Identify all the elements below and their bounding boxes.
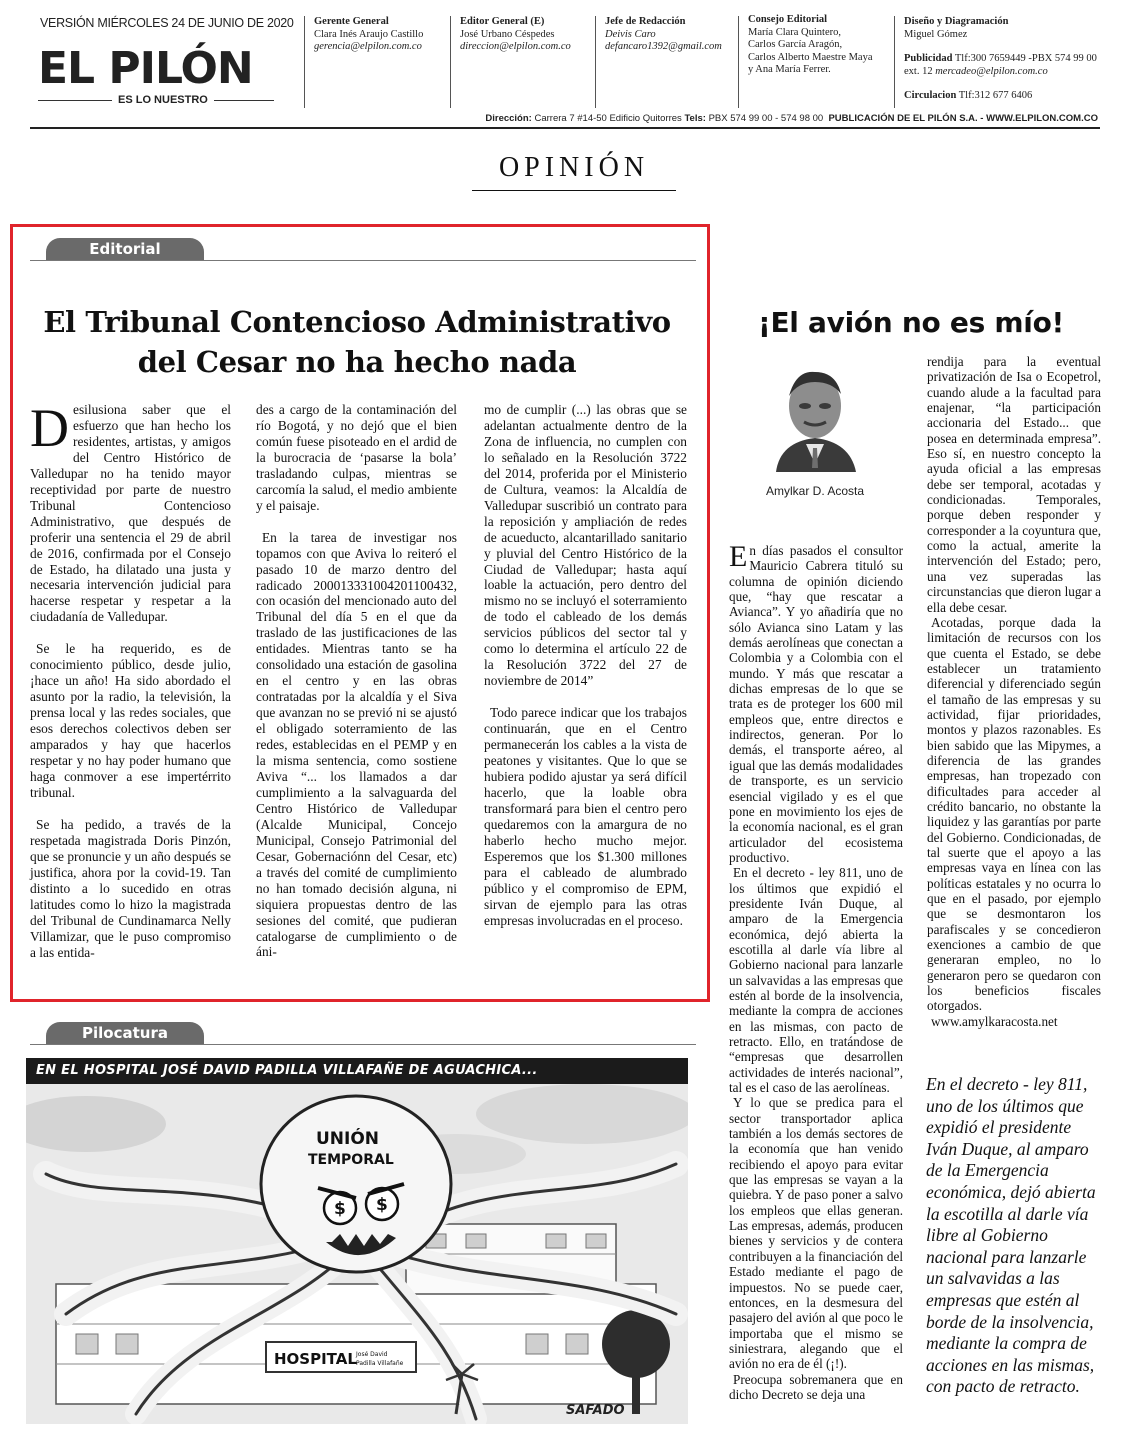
pilocatura-rule [30,1044,696,1045]
staff-role: Consejo Editorial [748,14,828,25]
publisher-line[interactable]: PUBLICACIÓN DE EL PILÓN S.A. - WWW.ELPILON.COM.CO [828,113,1098,124]
dollar-eye-right: $ [376,1195,388,1215]
edition-date: VERSIÓN MIÉRCOLES 24 DE JUNIO DE 2020 [40,16,294,30]
editorial-paragraph: Se ha pedido, a través de la respetada magistrada Doris Pinzón, que se pronuncie y un año después se justifica, ahora por la covid-19. Tan distinto a lo sucedido en otras latitudes como lo hizo la magistrada del Tribunal de Cundinamarca Nelly Villamizar, que le puso compromiso a las entida- [30,816,231,960]
staff-editorial-board [748,14,873,77]
section-title: OPINIÓN [498,152,650,183]
staff-line: María Clara Quintero, [748,26,842,38]
staff-design [904,16,1008,41]
staff-email[interactable]: direccion@elpilon.com.co [460,41,571,52]
editorial-paragraph: Se le ha requerido, es de conocimiento público, desde julio, ¡hace un año! Ha sido abordado el asunto por la radio, la televisión, la prensa local y las redes sociales, que esos derechos colectivos deben ser amparados y hay que hacerlos respetar y no hay poder humano que haga conmover a ese impertérrito tribunal. [30,641,231,800]
dollar-eye-left: $ [334,1199,346,1219]
editorial-column-2 [256,402,457,976]
editorial-paragraph: mo de cumplir (...) las obras que se adelantan actualmente dentro de la Zona de influencia, no cumplen con lo señalado en la Resolución 3722 del 2014, proferida por el Ministerio de Cultura, veamos: la Alcaldía de Valledupar suscribió un contrato para la reposición y ampliación de redes de acueducto, alcantarillado sanitario y pluvial del Centro Histórico de la Ciudad de Valledupar; hasta aquí loable la actuación, pero dentro del mismo no se incluyó el soterramiento de todo el cableado de los demás servicios públicos del sector tal y como lo determina el artículo 22 de la Resolución 3722 del 27 de noviembre de 2014” [484,402,687,689]
circulation-label: Circulacion [904,90,957,101]
author-portrait [766,360,864,472]
editorial-paragraph: Todo parece indicar que los trabajos continuarán, que en el Centro permanecerán los cables a la vista de peatones y visitantes. Que lo que se hubiera podido ajustar ya será difícil hacerlo, que la loable obra transformará para bien el centro pero quedaremos con la amargura de no haberlo hecho mucho mejor. Esperemos que los $1.300 millones para el cableado de alumbrado público y el compromiso de EPM, sirvan de ejemplo para las otras empresas involucradas en el proceso. [484,705,687,928]
author-name: Amylkar D. Acosta [765,484,865,498]
editorial-column-1 [30,398,231,976]
opinion-column-2 [927,354,1101,1029]
advertising-email[interactable]: mercadeo@elpilon.com.co [935,66,1048,77]
tels-value: PBX 574 99 00 - 574 98 00 [708,113,824,124]
staff-role: Jefe de Redacción [605,16,686,27]
hospital-sign-text: HOSPITAL [274,1350,357,1368]
editorial-paragraph: des a cargo de la contaminación del río Bogotá, y no dejó que el bien común fuese pisoteado en el ardid de la burocracia de ‘pasarse la bola’ trasladando culpas, mientras se carcomía la salud, el medio ambiente y el paisaje. [256,402,457,513]
cartoon-banner: EN EL HOSPITAL JOSÉ DAVID PADILLA VILLAFAÑE DE AGUACHICA... [26,1058,688,1084]
staff-chief-editor [605,16,722,54]
octopus-label: TEMPORAL [308,1152,394,1168]
address-line [485,113,1098,124]
editorial-column-3 [484,402,687,945]
staff-divider [738,16,739,108]
opinion-paragraph: n días pasados el consultor Mauricio Cabrera tituló su columna de opinión diciendo que, “hay que rescatar a Avianca”. Y yo añadiría que no sólo Avianca sino Latam y las demás aerolíneas que conectan a Colombia y a Colombia con el mundo. Y más que rescatar a dichas empresas de lo que se trata es de proteger los 600 mil empleos que, entre directos e indirectos, generan. Por lo demás, el transporte aéreo, al igual que las demás modalidades de transporte, es un servicio esencial vigilado y es el que pone en movimiento los ejes de la economía nacional, es el gran articulador del ecosistema productivo. [729,543,903,865]
staff-email[interactable]: defancaro1392@gmail.com [605,41,722,52]
editorial-paragraph: En la tarea de investigar nos topamos con que Aviva lo reiteró el pasado 10 de marzo dentro del radicado 20001333100420110043​2, con ocasión del mencionado auto del Tribunal del día 5 en el que da traslado de las justificaciones de las entidades. Mientras tanto se ha consolidado una estación de gasolina en el centro y en las obras contratadas por la alcaldía y el Siva que avanzan no se previó ni se ajustó el obligado soterramiento de las redes, establecidas en el PEMP y en la misma sentencia, como sostiene Aviva “... los llamados a dar cumplimiento a la salvaguarda del Centro Histórico de Valledupar (Alcalde Municipal, Concejo Municipal, Consejo Patrimonial del Cesar, Gobernaciónn del Cesar, etc) a través del comité de cumplimiento no han tomado decisión alguna, ni siquiera propuestas dentro de las sesiones del comité, que pudieran catalogarse de cumplimiento o de áni- [256,529,457,960]
opinion-paragraph: rendija para la eventual privatización de Isa o Ecopetrol, cuando alude a la facultad para enajenar, “la participación accionaria del Estado... que posea en determinada empresa”. Eso sí, en nuestro concepto la ayuda oficial a las empresas debe ser temporal, acotadas y condicionadas. Temporales, porque deben responder y corresponder a la coyuntura que, como la actual, amerite la intervención del Estado; pero, una vez superadas las circunstancias que dieron lugar a ella debe cesar. [927,354,1101,615]
hospital-sign-small: José David [356,1351,388,1358]
section-underline [472,190,676,191]
opinion-paragraph: Acotadas, porque dada la limitación de recursos con los que cuenta el Estado, se debe establecer un tratamiento diferencial y diferenciado según el tamaño de las empresas y su actividad, fijar prioridades, montos y plazos razonables. Es bien sabido que las Mipymes, a diferencia de las grandes empresas, han tropezado con dificultades para acceder al crédito bancario, no obstante la liquidez y las garantías por parte del Gobierno. Condicionadas, de tal suerte que el apoyo a las empresas vaya en línea con las políticas estatales y no ocurra lo que en el pasado, por ejemplo que se desmontaron los parafiscales y se concedieron exenciones a cambio de que generaran empleo, no lo generaron pero se quedaron con los beneficios fiscales otorgados. [927,614,1101,1014]
pull-quote: En el decreto - ley 811, uno de los últimos que expidió el presidente Iván Duque, al amparo de la Emergencia económica, dejó abierta la escotilla al darle vía libre al Gobierno nacional para lanzarle un salvavidas a las empresas que estén al borde de la insolvencia, mediante la compra de acciones en las mismas, con pacto de retracto. [926,1074,1096,1397]
advertising-ext: ext. 12 [904,66,933,77]
staff-general-manager [314,16,423,54]
advertising-label: Publicidad [904,53,953,64]
tels-label: Tels: [684,113,706,124]
staff-role: Editor General (E) [460,16,545,27]
octopus-cartoon-illustration [26,1084,688,1424]
masthead-rule [30,127,1100,129]
octopus-label: UNIÓN [316,1129,380,1149]
newspaper-logo[interactable]: EL PILÓN [38,43,253,94]
staff-line: Carlos Alberto Maestre Maya [748,51,873,63]
pilocatura-tab[interactable]: Pilocatura [46,1022,204,1044]
staff-line: Carlos García Aragón, [748,39,843,50]
address-value: Carrera 7 #14-50 Edificio Quitorres [534,113,682,124]
staff-name: Deivis Caro [605,28,656,40]
staff-divider [450,16,451,108]
staff-divider [595,16,596,108]
author-website[interactable]: www.amylkaracosta.net [931,1013,1058,1029]
masthead [30,12,1100,130]
staff-role: Diseño y Diagramación [904,16,1009,27]
staff-editor [460,16,571,54]
editorial-tab[interactable]: Editorial [46,238,204,260]
staff-email[interactable]: gerencia@elpilon.com.co [314,41,422,52]
advertising-info [904,52,1097,102]
cartoonist-signature: SAFADO [566,1403,625,1418]
staff-line: y Ana María Ferrer. [748,64,831,75]
editorial-rule [30,260,696,261]
opinion-paragraph: En el decreto - ley 811, uno de los últimos que expidió el presidente Iván Duque, al amparo de la Emergencia económica, dejó abierta la escotilla al darle vía libre al Gobierno nacional para lanzarle un salvavidas a las empresas que estén al borde de la insolvencia, mediante la compra de acciones en las mismas, con pacto de retracto. Ello, en tratándose de “empresas que desarrollen actividades de interés nacional”, tal es el caso de las aerolíneas. [729,865,903,1096]
staff-divider [894,16,895,108]
staff-name: José Urbano Céspedes [460,28,555,40]
opinion-paragraph: Preocupa sobremanera que en dicho Decreto se deja una [729,1371,903,1402]
hospital-sign-small: Padilla Villafañe [356,1360,404,1367]
opinion-column-1 [729,540,903,1402]
advertising-phone: Tlf:300 7659449 -PBX 574 99 00 [954,53,1097,64]
circulation-phone: Tlf:312 677 6406 [958,90,1033,101]
opinion-paragraph: Y lo que se predica para el sector transportador aplica también a los demás sectores de la economía que han venido recibiendo el apoyo para evitar que las empresas se vayan a la quiebra. Y de paso poner a salvo los empleos que ellas generan. Las empresas, además, producen bienes y servicios y de contera contribuyen a la financiación del Estado mediante el pago de impuestos. No se puede caer, entonces, en la desmesura del pasajero del avión al que poco le importaba que el mismo se siniestrara, alegando que el avión no era de él (¡!). [729,1095,903,1372]
dropcap: E [729,540,748,573]
opinion-headline: ¡El avión no es mío! [757,306,1064,339]
staff-name: Clara Inés Araujo Castillo [314,28,424,40]
editorial-paragraph: esilusiona saber que el esfuerzo que han hecho los residentes, artistas, y amigos del Centro Histórico de Valledupar no ha tenido mayor receptividad por parte de nuestro Tribunal Contencioso Administrativo, que después de proferir una sentencia el 29 de abril de 2016, confirmada por el Consejo de Estado, ha dilatado una justa y necesaria intervención judicial para hacerse respetar y respetar a la ciudadanía de Valledupar. [30,402,231,625]
staff-role: Gerente General [314,16,389,27]
staff-name: Miguel Gómez [904,28,968,40]
address-label: Dirección: [485,113,532,124]
editorial-headline: El Tribunal Contencioso Administrativo del Cesar no ha hecho nada [43,305,671,379]
tagline: ES LO NUESTRO [112,94,214,106]
dropcap: D [30,398,69,458]
staff-divider [304,16,305,108]
editorial-cartoon[interactable] [26,1058,688,1424]
